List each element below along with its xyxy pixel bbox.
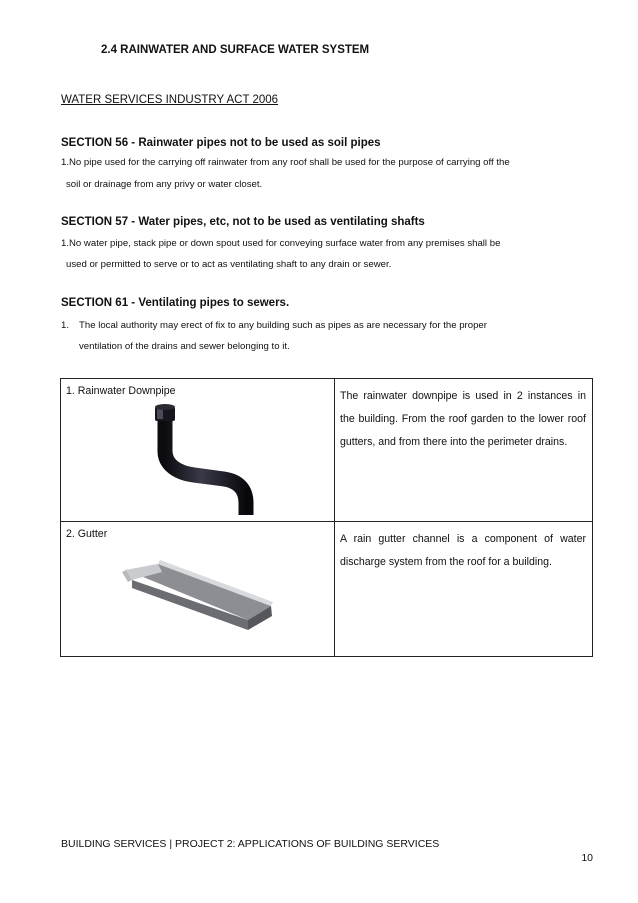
- components-table: [60, 378, 593, 657]
- page-number: 10: [581, 852, 593, 864]
- section-56-line-2: soil or drainage from any privy or water closet.: [66, 179, 263, 190]
- section-56-title: SECTION 56 - Rainwater pipes not to be used as soil pipes: [61, 137, 381, 149]
- downpipe-image: [66, 403, 316, 515]
- section-57-line-1: 1.No water pipe, stack pipe or down spout used for conveying surface water from any premises shall be: [61, 238, 501, 249]
- act-title: WATER SERVICES INDUSTRY ACT 2006: [61, 94, 279, 106]
- gutter-label: 2. Gutter: [66, 528, 108, 540]
- table-cell-label: [61, 522, 335, 657]
- section-61-title: SECTION 61 - Ventilating pipes to sewers.: [61, 297, 290, 309]
- gutter-image: [66, 546, 316, 638]
- table-row: [61, 379, 593, 522]
- section-57-line-2: used or permitted to serve or to act as ventilating shaft to any drain or sewer.: [66, 259, 392, 270]
- section-57-title: SECTION 57 - Water pipes, etc, not to be used as ventilating shafts: [61, 216, 425, 228]
- section-56-line-1: 1.No pipe used for the carrying off rainwater from any roof shall be used for the purpose of carrying off the: [61, 157, 510, 168]
- table-row: [61, 522, 593, 657]
- table-cell-description: A rain gutter channel is a component of water discharge system from the roof for a building.: [335, 522, 593, 657]
- section-61-line-1: The local authority may erect of fix to any building such as pipes as are necessary for the proper: [79, 320, 487, 331]
- page-heading: 2.4 RAINWATER AND SURFACE WATER SYSTEM: [101, 44, 370, 56]
- table-cell-label: [61, 379, 335, 522]
- section-61-number: 1.: [61, 320, 70, 331]
- table-cell-description: The rainwater downpipe is used in 2 instances in the building. From the roof garden to the lower roof gutters, and from there into the perimeter drains.: [335, 379, 593, 522]
- downpipe-label: 1. Rainwater Downpipe: [66, 385, 176, 397]
- footer: BUILDING SERVICES | PROJECT 2: APPLICATIONS OF BUILDING SERVICES: [61, 838, 440, 850]
- section-61-line-2: ventilation of the drains and sewer belonging to it.: [79, 341, 290, 352]
